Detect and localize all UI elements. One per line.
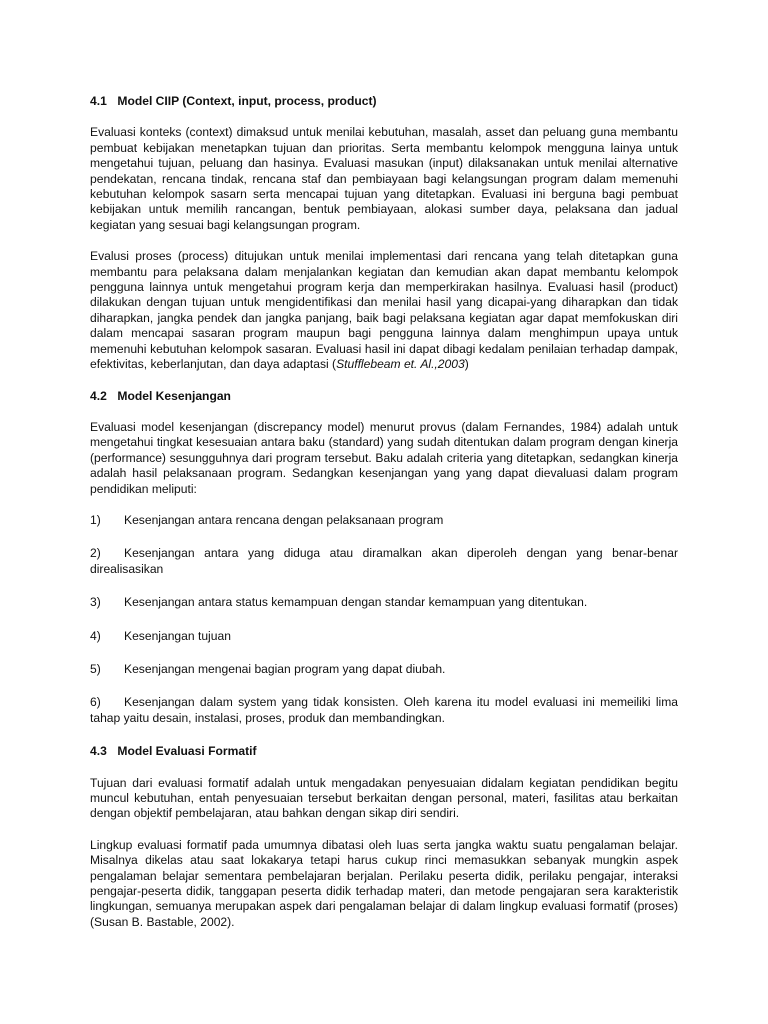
section-number: 4.1: [90, 94, 107, 108]
list-marker: 6): [90, 695, 101, 710]
section-number: 4.2: [90, 388, 107, 403]
citation: Stufflebeam et. Al.,2003: [336, 357, 465, 372]
list-item: [90, 546, 678, 577]
list-item-text: Kesenjangan mengenai bagian program yang dapat diubah.: [124, 661, 446, 676]
list-item: [90, 662, 678, 677]
list-item: [90, 629, 678, 644]
section-title: Model Evaluasi Formatif: [117, 744, 257, 759]
list-marker: 1): [90, 512, 101, 527]
section-heading-4-1: [90, 94, 678, 109]
list-item-text: Kesenjangan antara status kemampuan dengan standar kemampuan yang ditentukan.: [124, 595, 588, 610]
paragraph-formative-scope: Lingkup evaluasi formatif pada umumnya dibatasi oleh luas serta jangka waktu suatu pengalaman belajar. Misalnya dikelas atau saat lokakarya tetapi harus cukup rinci memasukkan sebanyak mungkin aspek pengalaman belajar sementara pembelajaran berjalan. Perilaku peserta didik, perilaku pengajar, interaksi pengajar-peserta didik, tanggapan peserta didik terhadap materi, dan metode pengajaran sera karakteristik lingkungan, semuanya merupakan aspek dari pengalaman belajar di dalam lingkup evaluasi formatif (proses) (Susan B. Bastable, 2002).: [90, 837, 678, 929]
paragraph-process-product: [90, 249, 678, 372]
list-item-text: Kesenjangan tujuan: [124, 628, 231, 643]
list-item-text: Kesenjangan antara yang diduga atau diramalkan akan diperoleh dengan yang benar-benar direalisasikan: [90, 546, 678, 576]
section-heading-4-2: [90, 389, 678, 404]
list-marker: 3): [90, 595, 101, 610]
list-item-text: Kesenjangan antara rencana dengan pelaksanaan program: [124, 512, 444, 527]
list-marker: 5): [90, 661, 101, 676]
list-marker: 4): [90, 628, 101, 643]
list-item: [90, 695, 678, 726]
paragraph-context-input: Evaluasi konteks (context) dimaksud untuk menilai kebutuhan, masalah, asset dan peluang guna membantu pembuat kebijakan menetapkan tujuan dan prioritas. Serta membantu kelompok mengguna lainya untuk mengetahui tujuan, peluang dan hasinya. Evaluasi masukan (input) dilaksanakan untuk menilai alternative pendekatan, rencana tindak, rencana staf dan pembiayaan bagi kelangsungan program dalam memenuhi kebutuhan kelompok sasarn serta mencapai tujuan yang ditetapkan. Evaluasi ini berguna bagi pembuat kebijakan untuk memilih rancangan, bentuk pembiayaan, alokasi sumber daya, pelaksana dan jadual kegiatan yang sesuai bagi kelangsungan program.: [90, 125, 678, 232]
paragraph-text: Evalusi proses (process) ditujukan untuk menilai implementasi dari rencana yang telah ditetapkan guna membantu para pelaksana dalam menjalankan kegiatan dan kemudian akan dapat membantu kelompok pengguna lainnya untuk mengetahui program kerja dan memperkirakan hasilnya. Evaluasi hasil (product) dilakukan dengan tujuan untuk mengidentifikasi dan menilai hasil yang dicapai-yang diharapkan dan tidak diharapkan, jangka pendek dan jangka panjang, baik bagi pelaksana kegiatan agar dapat memfokuskan diri dalam mencapai sasaran program maupun bagi pengguna lainnya dalam menghimpun upaya untuk memenuhi kebutuhan kelompok sasaran. Evaluasi hasil ini dapat dibagi kedalam penilaian terhadap dampak, efektivitas, keberlanjutan, dan daya adaptasi (: [90, 249, 678, 372]
paragraph-formative-purpose: Tujuan dari evaluasi formatif adalah untuk mengadakan penyesuaian didalam kegiatan pendidikan begitu muncul kebutuhan, entah penyesuaian tersebut berkaitan dengan personal, materi, fasilitas atau berkaitan dengan objektif pembelajaran, atau bahkan dengan sikap diri sendiri.: [90, 775, 678, 821]
paragraph-discrepancy-intro: Evaluasi model kesenjangan (discrepancy model) menurut provus (dalam Fernandes, 1984) adalah untuk mengetahui tingkat kesesuaian antara baku (standard) yang sudah ditentukan dalam program dengan kinerja (performance) sesungguhnya dari program tersebut. Baku adalah criteria yang ditetapkan, sedangkan kinerja adalah hasil pelaksanaan program. Sedangkan kesenjangan yang yang dapat dievaluasi dalam program pendidikan meliputi:: [90, 419, 678, 496]
section-number: 4.3: [90, 744, 107, 759]
list-item-text: Kesenjangan dalam system yang tidak konsisten. Oleh karena itu model evaluasi ini memeiliki lima tahap yaitu desain, instalasi, proses, produk dan membandingkan.: [90, 695, 678, 725]
section-title: Model CIIP (Context, input, process, product): [117, 94, 377, 108]
paragraph-close: ): [464, 357, 469, 372]
list-item: [90, 513, 678, 528]
list-item: [90, 595, 678, 610]
section-heading-4-3: [90, 744, 678, 759]
section-title: Model Kesenjangan: [117, 388, 231, 403]
document-page: [90, 94, 678, 946]
list-marker: 2): [90, 546, 101, 561]
